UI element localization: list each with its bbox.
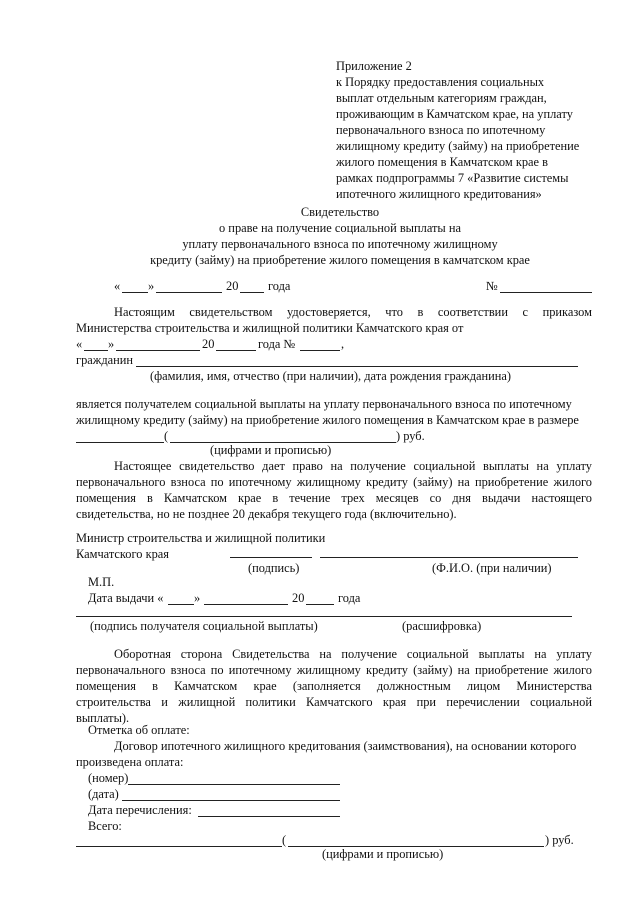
fio-caption: (Ф.И.О. (при наличии) xyxy=(432,561,552,575)
appendix-line: Приложение 2 xyxy=(336,59,412,73)
order-month-blank[interactable] xyxy=(116,350,200,351)
payment-mark: Отметка об оплате: xyxy=(88,723,190,737)
day-blank[interactable] xyxy=(122,292,148,293)
recipient-caption: (подпись получателя социальной выплаты) xyxy=(90,619,318,633)
appendix-line: к Порядку предоставления социальных xyxy=(336,75,545,89)
minister-title-2: Камчатского края xyxy=(76,547,169,561)
minister-signature-blank[interactable] xyxy=(230,557,312,558)
appendix-line: первоначального взноса по ипотечному xyxy=(336,123,546,137)
total-label: Всего: xyxy=(88,819,122,833)
amount-caption: (цифрами и прописью) xyxy=(210,443,332,457)
contract-date-blank[interactable] xyxy=(122,800,340,801)
appendix-line: ипотечного жилищного кредитования» xyxy=(336,187,542,201)
para4-line: выплаты). xyxy=(76,711,130,725)
para1-line1: Настоящим свидетельством удостоверяется, что в соответствии с приказом xyxy=(114,305,592,319)
issue-day-blank[interactable] xyxy=(168,604,194,605)
issue-date-label: Дата выдачи « xyxy=(88,591,164,605)
contract-number-blank[interactable] xyxy=(128,784,340,785)
para3-line: помещения в Камчатском крае в течение трех месяцев со дня выдачи настоящего xyxy=(76,491,592,505)
para4-line: первоначального взноса по ипотечному жилищному кредиту (займу) на приобретение жилого xyxy=(76,663,592,677)
date-label: (дата) xyxy=(88,787,119,801)
issue-month-blank[interactable] xyxy=(204,604,288,605)
order-year-blank[interactable] xyxy=(216,350,256,351)
appendix-line: выплат отдельным категориям граждан, xyxy=(336,91,547,105)
number-label: (номер) xyxy=(88,771,129,785)
appendix-line: жилого помещения в Камчатском крае в xyxy=(336,155,548,169)
citizen-label: гражданин xyxy=(76,353,134,367)
contract-line2: произведена оплата: xyxy=(76,755,184,769)
certificate-number-blank[interactable] xyxy=(500,292,592,293)
para3-line: Настоящее свидетельство дает право на получение социальной выплаты на уплату xyxy=(114,459,592,473)
year-blank[interactable] xyxy=(240,292,264,293)
total-caption: (цифрами и прописью) xyxy=(322,847,444,861)
para3-line: свидетельства, но не позднее 20 декабря текущего года (включительно). xyxy=(76,507,457,521)
transfer-date-blank[interactable] xyxy=(198,816,340,817)
appendix-line: жилищному кредиту (займу) на приобретение xyxy=(336,139,580,153)
para4-line: Оборотная сторона Свидетельства на получение социальной выплаты на уплату xyxy=(114,647,592,661)
para4-line: строительства и жилищной политики Камчатского края при перечислении социальной xyxy=(76,695,592,709)
title-line: кредиту (займу) на приобретение жилого помещения в камчатском крае xyxy=(150,253,530,267)
appendix-line: рамках подпрограммы 7 «Развитие системы xyxy=(336,171,569,185)
contract-line1: Договор ипотечного жилищного кредитования (заимствования), на основании которого xyxy=(114,739,577,753)
citizen-name-blank[interactable] xyxy=(136,366,578,367)
decode-caption: (расшифровка) xyxy=(402,619,482,633)
para2-line2: жилищному кредиту (займу) на приобретение жилого помещения в Камчатском крае в размере xyxy=(76,413,579,427)
title-heading: Свидетельство xyxy=(300,205,380,219)
order-day-blank[interactable] xyxy=(84,350,108,351)
appendix-line: проживающим в Камчатском крае, на уплату xyxy=(336,107,573,121)
sign-caption: (подпись) xyxy=(248,561,300,575)
month-blank[interactable] xyxy=(156,292,222,293)
order-number-blank[interactable] xyxy=(300,350,340,351)
minister-title: Министр строительства и жилищной политики xyxy=(76,531,326,545)
title-line: о праве на получение социальной выплаты на xyxy=(219,221,461,235)
issue-year-blank[interactable] xyxy=(306,604,334,605)
recipient-signature-blank[interactable] xyxy=(76,616,572,617)
transfer-label: Дата перечисления: xyxy=(88,803,192,817)
para1-line2: Министерства строительства и жилищной политики Камчатского края от xyxy=(76,321,464,335)
total-digits-blank[interactable] xyxy=(76,846,282,847)
para4-line: помещения в Камчатском крае (заполняется должностным лицом Министерства xyxy=(76,679,592,693)
para3-line: первоначального взноса по ипотечному жилищному кредиту (займу) на приобретение жилого xyxy=(76,475,592,489)
amount-digits-blank[interactable] xyxy=(76,442,164,443)
stamp-label: М.П. xyxy=(88,575,115,589)
minister-fio-blank[interactable] xyxy=(320,557,578,558)
title-line: уплату первоначального взноса по ипотечному жилищному xyxy=(182,237,498,251)
citizen-caption: (фамилия, имя, отчество (при наличии), дата рождения гражданина) xyxy=(150,369,512,383)
para2-line1: является получателем социальной выплаты на уплату первоначального взноса по ипотечному xyxy=(76,397,572,411)
